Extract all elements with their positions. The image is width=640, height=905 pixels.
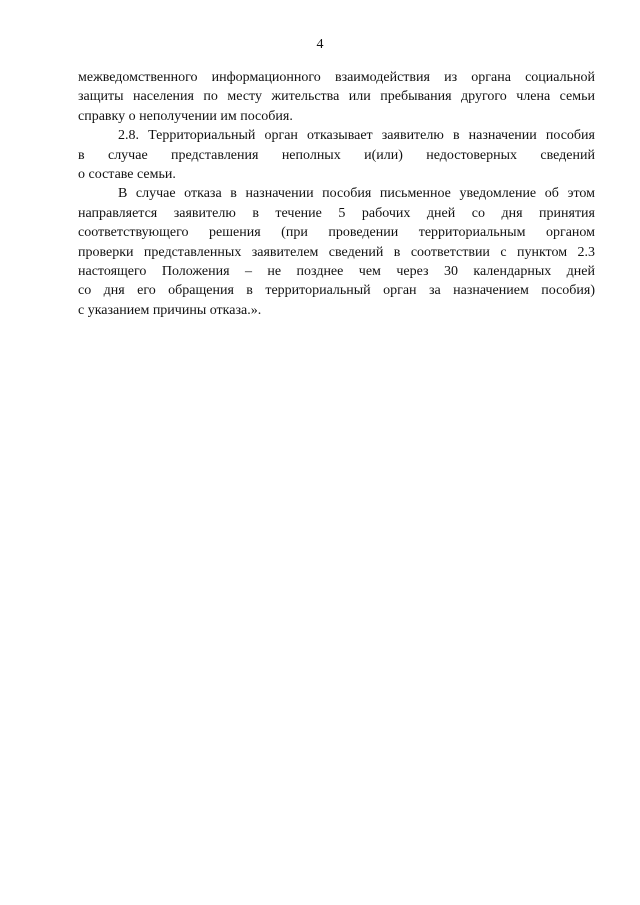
text-line: 2.8. Территориальный орган отказывает заявителю в назначении пособия [118, 128, 595, 144]
paragraph-clause-2-8 [78, 126, 595, 184]
text-line: проверки представленных заявителем сведений в соответствии с пунктом 2.3 [78, 244, 595, 260]
text-line: в случае представления неполных и(или) недостоверных сведений [78, 147, 595, 163]
text-line: направляется заявителю в течение 5 рабочих дней со дня принятия [78, 205, 595, 221]
text-line: с указанием причины отказа.». [78, 302, 262, 318]
paragraph-refusal-notice [78, 184, 595, 320]
text-line: межведомственного информационного взаимодействия из органа социальной [78, 70, 595, 85]
text-line: настоящего Положения – не позднее чем через 30 календарных дней [78, 263, 595, 279]
text-line: В случае отказа в назначении пособия письменное уведомление об этом [118, 186, 595, 202]
text-line: справку о неполучении им пособия. [78, 108, 293, 124]
text-line: со дня его обращения в территориальный орган за назначением пособия) [78, 283, 595, 299]
page-number: 4 [316, 37, 324, 52]
text-line: соответствующего решения (при проведении территориальным органом [78, 225, 595, 241]
paragraph-continuation [78, 68, 595, 126]
text-line: защиты населения по месту жительства или пребывания другого члена семьи [78, 89, 595, 105]
document-body [78, 68, 595, 320]
text-line: о составе семьи. [78, 166, 176, 182]
